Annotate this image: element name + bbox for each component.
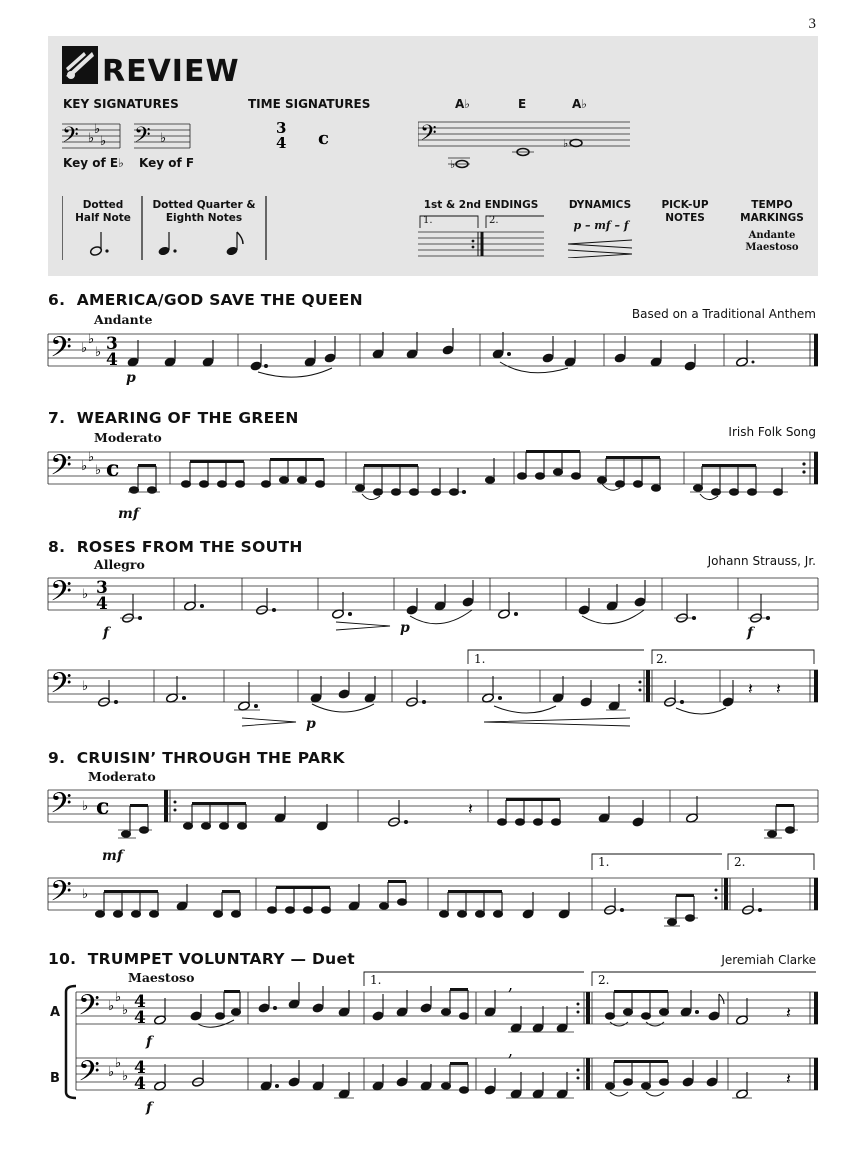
song-6-number: 6. bbox=[48, 291, 66, 309]
page-number: 3 bbox=[808, 16, 816, 32]
svg-text:♭: ♭ bbox=[82, 679, 89, 694]
song-7-number: 7. bbox=[48, 409, 66, 427]
song-10-duet-system bbox=[62, 968, 820, 1128]
song-8-dynamic-f-1: f bbox=[103, 625, 110, 641]
svg-text:♭: ♭ bbox=[115, 990, 122, 1005]
song-8-ending-2: 2. bbox=[656, 652, 668, 666]
song-8-title bbox=[48, 538, 303, 556]
pickup-label-2: NOTES bbox=[665, 212, 705, 224]
hairpins-icon bbox=[566, 238, 636, 258]
svg-text:4: 4 bbox=[134, 1074, 146, 1094]
song-8-crescendo bbox=[482, 716, 634, 728]
svg-text:𝄢: 𝄢 bbox=[78, 1055, 100, 1095]
key-signatures-label: KEY SIGNATURES bbox=[63, 97, 179, 111]
song-9-tempo: Moderato bbox=[88, 769, 156, 784]
method-logo-icon bbox=[62, 46, 98, 84]
note-name-2: E bbox=[518, 97, 527, 111]
tempo-markings-label-1: TEMPO bbox=[751, 199, 793, 211]
song-6-title bbox=[48, 291, 363, 309]
song-8-tempo: Allegro bbox=[94, 557, 145, 572]
song-7-dynamic-mf: mf bbox=[118, 506, 139, 522]
song-7-composer: Irish Folk Song bbox=[728, 425, 816, 439]
ending-2-label: 2. bbox=[489, 215, 499, 226]
song-6-name: AMERICA/GOD SAVE THE QUEEN bbox=[76, 291, 363, 309]
svg-text:c: c bbox=[106, 456, 120, 482]
song-10-dynamic-f-a: f bbox=[146, 1034, 153, 1050]
svg-text:♭: ♭ bbox=[122, 1069, 129, 1084]
song-6-staff bbox=[48, 330, 820, 380]
svg-text:3: 3 bbox=[276, 120, 287, 137]
note-name-1: A♭ bbox=[455, 97, 470, 111]
dotted-quarter-label-1: Dotted Quarter & bbox=[152, 199, 256, 211]
part-a-label: A bbox=[50, 1005, 61, 1020]
song-8-ending-1: 1. bbox=[474, 652, 486, 666]
svg-text:3: 3 bbox=[106, 334, 118, 354]
svg-text:𝄢: 𝄢 bbox=[134, 123, 151, 152]
dynamics-label: DYNAMICS bbox=[568, 199, 632, 211]
key-of-f-label: Key of F bbox=[139, 156, 195, 170]
song-8-staff-2 bbox=[48, 646, 820, 708]
svg-text:𝄢: 𝄢 bbox=[50, 787, 72, 827]
key-of-eflat-label: Key of E♭ bbox=[63, 156, 124, 170]
svg-text:𝄢: 𝄢 bbox=[50, 331, 72, 371]
svg-text:,: , bbox=[508, 1041, 514, 1060]
pickup-label bbox=[650, 199, 720, 225]
song-10-tempo: Maestoso bbox=[128, 970, 195, 985]
svg-text:♭: ♭ bbox=[95, 345, 102, 360]
svg-text:𝄽: 𝄽 bbox=[748, 679, 753, 698]
svg-text:𝄢: 𝄢 bbox=[420, 121, 437, 151]
dotted-half-label bbox=[64, 199, 142, 225]
song-8-decrescendo-2 bbox=[240, 716, 300, 728]
svg-text:♭: ♭ bbox=[82, 887, 89, 902]
svg-text:c: c bbox=[96, 794, 110, 820]
tempo-markings-label-2: MARKINGS bbox=[740, 212, 804, 224]
svg-text:♭: ♭ bbox=[100, 134, 107, 149]
song-10-ending-1: 1. bbox=[370, 973, 382, 987]
song-9-dynamic-mf: mf bbox=[102, 848, 123, 864]
song-10-number: 10. bbox=[48, 950, 77, 968]
ending-1-label: 1. bbox=[423, 215, 433, 226]
svg-text:♭: ♭ bbox=[95, 463, 102, 478]
key-signature-staves bbox=[62, 120, 192, 152]
song-9-number: 9. bbox=[48, 749, 66, 767]
svg-text:𝄢: 𝄢 bbox=[62, 123, 79, 152]
svg-text:♭: ♭ bbox=[108, 1065, 115, 1080]
note-name-3: A♭ bbox=[572, 97, 587, 111]
svg-text:♭: ♭ bbox=[160, 131, 167, 146]
song-7-staff bbox=[48, 448, 820, 504]
song-8-decrescendo-1 bbox=[334, 620, 394, 632]
song-6-composer: Based on a Traditional Anthem bbox=[631, 307, 816, 321]
svg-text:c: c bbox=[318, 128, 329, 149]
song-10-ending-2: 2. bbox=[598, 973, 610, 987]
song-8-name: ROSES FROM THE SOUTH bbox=[76, 538, 303, 556]
song-7-tempo: Moderato bbox=[94, 430, 162, 445]
song-8-dynamic-p-1: p bbox=[400, 620, 410, 636]
svg-text:3: 3 bbox=[96, 578, 108, 598]
time-signatures-label: TIME SIGNATURES bbox=[248, 97, 371, 111]
song-9-title bbox=[48, 749, 345, 767]
dotted-half-label-1: Dotted bbox=[82, 199, 124, 211]
svg-text:♭: ♭ bbox=[563, 137, 569, 150]
svg-text:,: , bbox=[508, 975, 514, 994]
svg-text:𝄢: 𝄢 bbox=[78, 989, 100, 1029]
svg-text:♭: ♭ bbox=[82, 799, 89, 814]
svg-text:♭: ♭ bbox=[88, 450, 95, 465]
song-8-staff-1 bbox=[48, 574, 820, 624]
song-10-title bbox=[48, 950, 355, 968]
svg-text:𝄽: 𝄽 bbox=[786, 1003, 791, 1022]
tempo-andante: Andante bbox=[748, 230, 796, 241]
svg-text:♭: ♭ bbox=[81, 341, 88, 356]
svg-text:4: 4 bbox=[134, 992, 146, 1012]
time-signature-symbols bbox=[272, 120, 342, 156]
song-10-dynamic-f-b: f bbox=[146, 1100, 153, 1116]
review-title: REVIEW bbox=[102, 54, 240, 89]
svg-text:♭: ♭ bbox=[122, 1003, 129, 1018]
song-9-ending-2: 2. bbox=[734, 855, 746, 869]
song-6-dynamic-p: p bbox=[126, 370, 136, 386]
svg-text:♭: ♭ bbox=[88, 131, 95, 146]
svg-text:♭: ♭ bbox=[81, 459, 88, 474]
svg-text:4: 4 bbox=[276, 134, 287, 152]
dotted-half-label-2: Half Note bbox=[75, 212, 131, 224]
svg-text:𝄽: 𝄽 bbox=[786, 1069, 791, 1088]
svg-text:♭: ♭ bbox=[88, 332, 95, 347]
svg-text:𝄢: 𝄢 bbox=[50, 875, 72, 915]
dotted-quarter-label bbox=[143, 199, 265, 225]
svg-text:♭: ♭ bbox=[82, 587, 89, 602]
svg-text:♭: ♭ bbox=[115, 1056, 122, 1071]
svg-text:𝄢: 𝄢 bbox=[50, 667, 72, 707]
svg-text:𝄽: 𝄽 bbox=[776, 679, 781, 698]
song-7-title bbox=[48, 409, 299, 427]
endings-example-staff bbox=[418, 214, 546, 258]
svg-text:♭: ♭ bbox=[450, 158, 456, 170]
song-8-dynamic-p-2: p bbox=[306, 716, 316, 732]
svg-text:4: 4 bbox=[96, 594, 108, 614]
song-9-staff-1 bbox=[48, 786, 820, 842]
song-8-dynamic-f-2: f bbox=[747, 625, 754, 641]
song-7-name: WEARING OF THE GREEN bbox=[76, 409, 299, 427]
svg-text:♭: ♭ bbox=[108, 999, 115, 1014]
tempo-markings-examples bbox=[730, 230, 814, 254]
svg-text:𝄢: 𝄢 bbox=[50, 449, 72, 489]
song-10-name: TRUMPET VOLUNTARY — Duet bbox=[87, 950, 355, 968]
svg-text:4: 4 bbox=[106, 350, 118, 370]
pickup-label-1: PICK-UP bbox=[661, 199, 709, 211]
tempo-maestoso: Maestoso bbox=[745, 242, 799, 253]
svg-text:4: 4 bbox=[134, 1058, 146, 1078]
part-b-label: B bbox=[50, 1071, 60, 1086]
note-names-staff bbox=[418, 118, 634, 170]
tempo-markings-label bbox=[730, 199, 814, 225]
song-9-staff-2 bbox=[48, 852, 820, 932]
song-6-tempo: Andante bbox=[94, 312, 153, 327]
song-9-ending-1: 1. bbox=[598, 855, 610, 869]
song-8-composer: Johann Strauss, Jr. bbox=[707, 554, 816, 568]
dotted-quarter-label-2: Eighth Notes bbox=[165, 212, 243, 224]
song-9-name: CRUISIN’ THROUGH THE PARK bbox=[76, 749, 345, 767]
song-8-number: 8. bbox=[48, 538, 66, 556]
svg-text:𝄽: 𝄽 bbox=[468, 799, 473, 818]
song-10-composer: Jeremiah Clarke bbox=[721, 953, 816, 967]
dynamics-example: p – mf – f bbox=[573, 219, 629, 232]
endings-label: 1st & 2nd ENDINGS bbox=[423, 199, 539, 211]
svg-text:♭: ♭ bbox=[94, 122, 101, 137]
svg-text:4: 4 bbox=[134, 1008, 146, 1028]
review-divider bbox=[62, 188, 762, 190]
svg-text:𝄢: 𝄢 bbox=[50, 575, 72, 615]
